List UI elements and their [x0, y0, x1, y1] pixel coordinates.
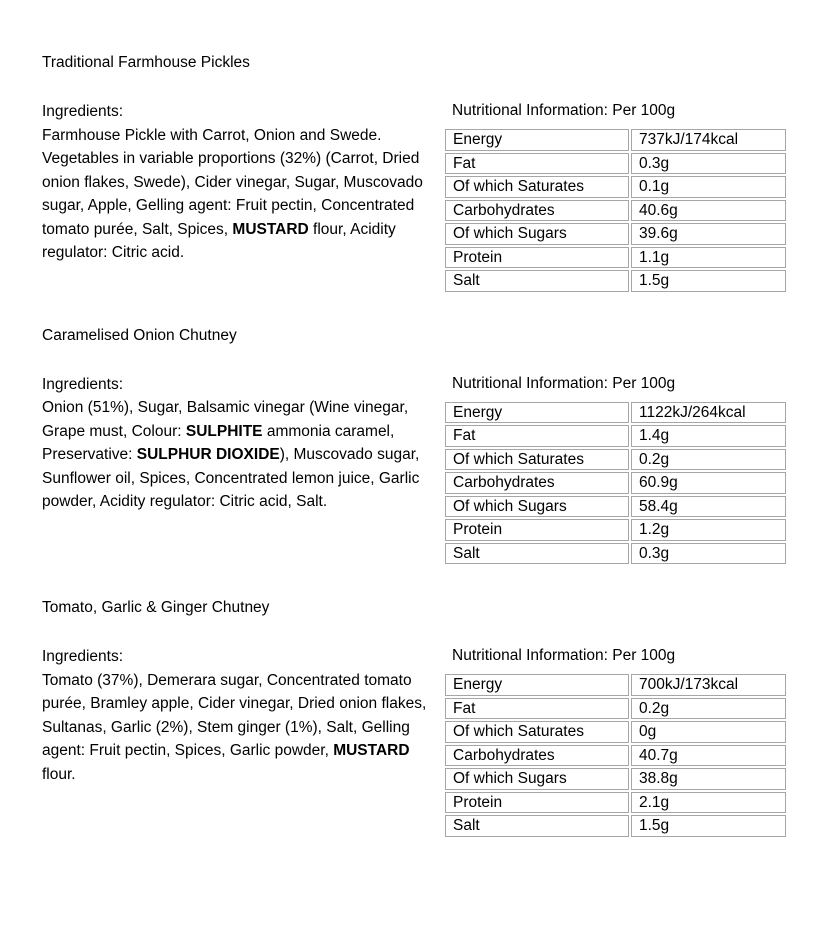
ingredients-text-segment: ), Muscovado sugar, Sunflower oil, Spices, Concentrated lemon juice, Garlic powder, Acidity regulator: Citric acid, Salt.	[42, 446, 420, 510]
nutrition-row	[445, 543, 786, 565]
product-section-farmhouse-pickles	[42, 52, 768, 294]
nutrient-value: 737kJ/174kcal	[631, 129, 786, 151]
ingredients-text-segment: Farmhouse Pickle with Carrot, Onion and Swede. Vegetables in variable proportions (32%) (Carrot, Dried onion flakes, Swede), Cider vinegar, Sugar, Muscovado sugar, Apple, Gelling agent: Fruit pectin, Concentrated tomato purée, Salt, Spices,	[42, 126, 423, 238]
ingredients-text-segment: ammonia caramel, Preservative:	[42, 422, 395, 463]
nutrient-label: Fat	[445, 698, 629, 720]
ingredients-text	[42, 396, 440, 514]
nutrient-label: Fat	[445, 153, 629, 175]
nutrition-row	[445, 815, 786, 837]
ingredients-label: Ingredients:	[42, 648, 123, 665]
nutrient-value: 0.2g	[631, 698, 786, 720]
ingredients-column	[42, 373, 440, 514]
nutrient-label: Energy	[445, 402, 629, 424]
nutrient-label: Fat	[445, 425, 629, 447]
nutrition-table	[443, 400, 788, 567]
nutrient-label: Protein	[445, 247, 629, 269]
nutrient-value: 0.3g	[631, 543, 786, 565]
nutrient-value: 1.5g	[631, 815, 786, 837]
nutrition-column	[443, 100, 768, 294]
nutrient-value: 0g	[631, 721, 786, 743]
nutrition-row	[445, 176, 786, 198]
nutrient-label: Carbohydrates	[445, 200, 629, 222]
nutrient-label: Of which Sugars	[445, 223, 629, 245]
nutrient-value: 39.6g	[631, 223, 786, 245]
nutrient-value: 0.2g	[631, 449, 786, 471]
nutrient-label: Salt	[445, 270, 629, 292]
nutrition-row	[445, 496, 786, 518]
ingredients-label: Ingredients:	[42, 375, 123, 393]
ingredients-column	[42, 100, 440, 265]
nutrient-value: 0.3g	[631, 153, 786, 175]
nutrition-row	[445, 519, 786, 541]
ingredients-column	[42, 645, 440, 786]
nutrient-label: Of which Saturates	[445, 721, 629, 743]
allergen-bold-text: SULPHITE	[185, 422, 263, 440]
nutrient-label: Protein	[445, 519, 629, 541]
allergen-bold-text: MUSTARD	[232, 220, 309, 238]
nutrient-value: 700kJ/173kcal	[631, 674, 786, 696]
nutrition-row	[445, 721, 786, 743]
nutrition-row	[445, 153, 786, 175]
nutrition-row	[445, 792, 786, 814]
product-title: Traditional Farmhouse Pickles	[42, 54, 250, 71]
nutrient-label: Carbohydrates	[445, 472, 629, 494]
nutrition-table-body	[445, 129, 786, 292]
ingredients-text	[42, 124, 440, 265]
nutrition-row	[445, 768, 786, 790]
nutrition-heading: Nutritional Information: Per 100g	[452, 102, 676, 119]
nutrition-heading: Nutritional Information: Per 100g	[452, 647, 676, 664]
nutrient-label: Energy	[445, 129, 629, 151]
ingredients-text	[42, 669, 440, 787]
nutrition-row	[445, 674, 786, 696]
nutrient-value: 1.4g	[631, 425, 786, 447]
nutrition-heading: Nutritional Information: Per 100g	[452, 374, 676, 392]
nutrition-row	[445, 425, 786, 447]
product-columns	[42, 100, 768, 294]
nutrient-value: 0.1g	[631, 176, 786, 198]
nutrition-table	[443, 672, 788, 839]
ingredients-text-segment: Onion (51%), Sugar, Balsamic vinegar (Wine vinegar, Grape must, Colour:	[42, 399, 409, 440]
nutrient-label: Of which Sugars	[445, 496, 629, 518]
nutrition-row	[445, 247, 786, 269]
nutrition-column	[443, 645, 768, 839]
nutrient-value: 60.9g	[631, 472, 786, 494]
product-columns	[42, 373, 768, 567]
nutrient-label: Carbohydrates	[445, 745, 629, 767]
nutrient-value: 40.7g	[631, 745, 786, 767]
nutrient-label: Protein	[445, 792, 629, 814]
nutrient-label: Energy	[445, 674, 629, 696]
nutrient-label: Of which Saturates	[445, 176, 629, 198]
nutrition-row	[445, 698, 786, 720]
nutrient-label: Salt	[445, 543, 629, 565]
nutrient-label: Of which Sugars	[445, 768, 629, 790]
nutrition-row	[445, 472, 786, 494]
ingredients-text-segment: flour, Acidity regulator: Citric acid.	[42, 220, 396, 261]
ingredients-label: Ingredients:	[42, 103, 123, 120]
nutrient-value: 1.5g	[631, 270, 786, 292]
ingredients-text-segment: flour.	[42, 765, 76, 783]
nutrition-table-body	[445, 674, 786, 837]
product-title: Tomato, Garlic & Ginger Chutney	[42, 599, 270, 616]
allergen-bold-text: SULPHUR DIOXIDE	[136, 446, 280, 463]
product-section-caramelised-onion-chutney	[42, 325, 768, 567]
nutrition-row	[445, 270, 786, 292]
nutrient-value: 40.6g	[631, 200, 786, 222]
nutrient-value: 58.4g	[631, 496, 786, 518]
nutrient-label: Of which Saturates	[445, 449, 629, 471]
nutrition-row	[445, 449, 786, 471]
nutrition-row	[445, 745, 786, 767]
nutrient-value: 1122kJ/264kcal	[631, 402, 786, 424]
product-section-tomato-garlic-ginger-chutney	[42, 597, 768, 839]
nutrition-table	[443, 127, 788, 294]
allergen-bold-text: MUSTARD	[333, 742, 410, 759]
nutrient-value: 1.2g	[631, 519, 786, 541]
product-title: Caramelised Onion Chutney	[42, 326, 237, 344]
nutrient-value: 38.8g	[631, 768, 786, 790]
nutrition-row	[445, 129, 786, 151]
nutrition-row	[445, 200, 786, 222]
nutrition-column	[443, 373, 768, 567]
product-columns	[42, 645, 768, 839]
nutrition-row	[445, 223, 786, 245]
nutrition-table-body	[445, 402, 786, 565]
nutrient-value: 2.1g	[631, 792, 786, 814]
nutrient-label: Salt	[445, 815, 629, 837]
nutrition-row	[445, 402, 786, 424]
nutrient-value: 1.1g	[631, 247, 786, 269]
ingredients-text-segment: Tomato (37%), Demerara sugar, Concentrated tomato purée, Bramley apple, Cider vinegar, Dried onion flakes, Sultanas, Garlic (2%), Stem ginger (1%), Salt, Gelling agent: Fruit pectin, Spices, Garlic powder,	[42, 671, 427, 759]
